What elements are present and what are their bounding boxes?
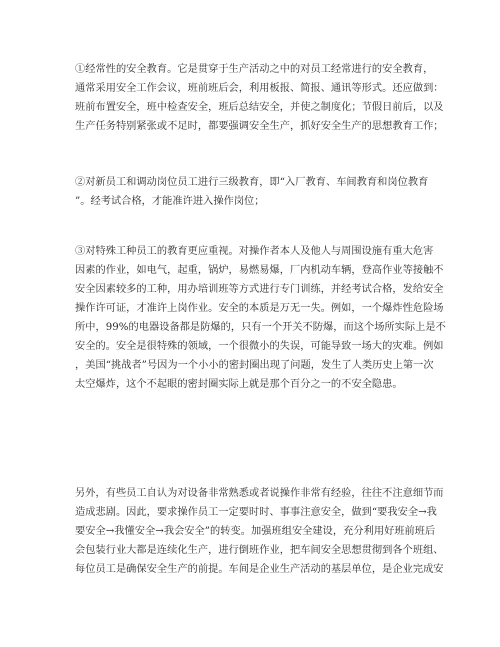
text-line: 班前布置安全，班中检查安全，班后总结安全，并使之制度化；节假日前后，以及 bbox=[75, 102, 444, 113]
paragraph-special-worker-education bbox=[75, 242, 446, 394]
text-line: 因素的作业，如电气，起重，锅炉，易燃易爆，厂内机动车辆，登高作业等接触不 bbox=[75, 265, 444, 276]
text-line: ，美国“挑战者”号因为一个小小的密封圈出现了问题，发生了人类历史上第一次 bbox=[75, 360, 434, 371]
text-line: 太空爆炸，这个不起眼的密封圈实际上就是那个百分之一的不安全隐患。 bbox=[75, 379, 403, 390]
text-line: 通常采用安全工作会议，班前班后会，利用板报、简报、通讯等形式。还应做到： bbox=[75, 83, 444, 94]
text-line: ③对特殊工种员工的教育更应重视。对操作者本人及他人与周围设施有重大危害 bbox=[75, 246, 434, 257]
text-line: 安全因素较多的工种，用办培训班等方式进行专门训练，并经考试合格，发给安全 bbox=[75, 284, 444, 295]
text-line: ”。经考试合格，才能准许进入操作岗位； bbox=[75, 196, 265, 207]
text-line: 造成悲剧。因此，要求操作员工一定要时时、事事注意安全，做到“要我安全→我 bbox=[75, 507, 437, 518]
paragraph-regular-safety-education bbox=[75, 60, 444, 136]
text-line: 操作许可证，才准许上岗作业。安全的本质是万无一失。例如，一个爆炸性危险场 bbox=[75, 303, 444, 314]
text-line: 安全的。安全是很特殊的领域，一个很微小的失误，可能导致一场大的灾难。例如 bbox=[75, 341, 444, 352]
text-line: 另外，有些员工自认为对设备非常熟悉或者说操作非常有经验，往往不注意细节而 bbox=[75, 488, 444, 499]
text-line: 要安全→我懂安全→我会安全”的转变。加强班组安全建设，充分利用好班前班后 bbox=[75, 526, 436, 537]
paragraph-three-level-education bbox=[75, 173, 437, 211]
paragraph-experienced-workers bbox=[75, 484, 444, 579]
text-line: 所中，99%的电器设备都是防爆的，只有一个开关不防爆，而这个场所实际上是不 bbox=[75, 322, 446, 333]
text-line: 会包装行业大都是连续化生产，进行倒班作业，把车间安全思想贯彻到各个班组、 bbox=[75, 545, 444, 556]
text-line: ①经常性的安全教育。它是贯穿于生产活动之中的对员工经常进行的安全教育， bbox=[75, 64, 434, 75]
text-line: 生产任务特别紧张或不足时，都要强调安全生产，抓好安全生产的思想教育工作； bbox=[75, 121, 444, 132]
text-line: 每位员工是确保安全生产的前提。车间是企业生产活动的基层单位，是企业完成安 bbox=[75, 564, 444, 575]
text-line: ②对新员工和调动岗位员工进行三级教育，即“入厂教育、车间教育和岗位教育 bbox=[75, 177, 429, 188]
